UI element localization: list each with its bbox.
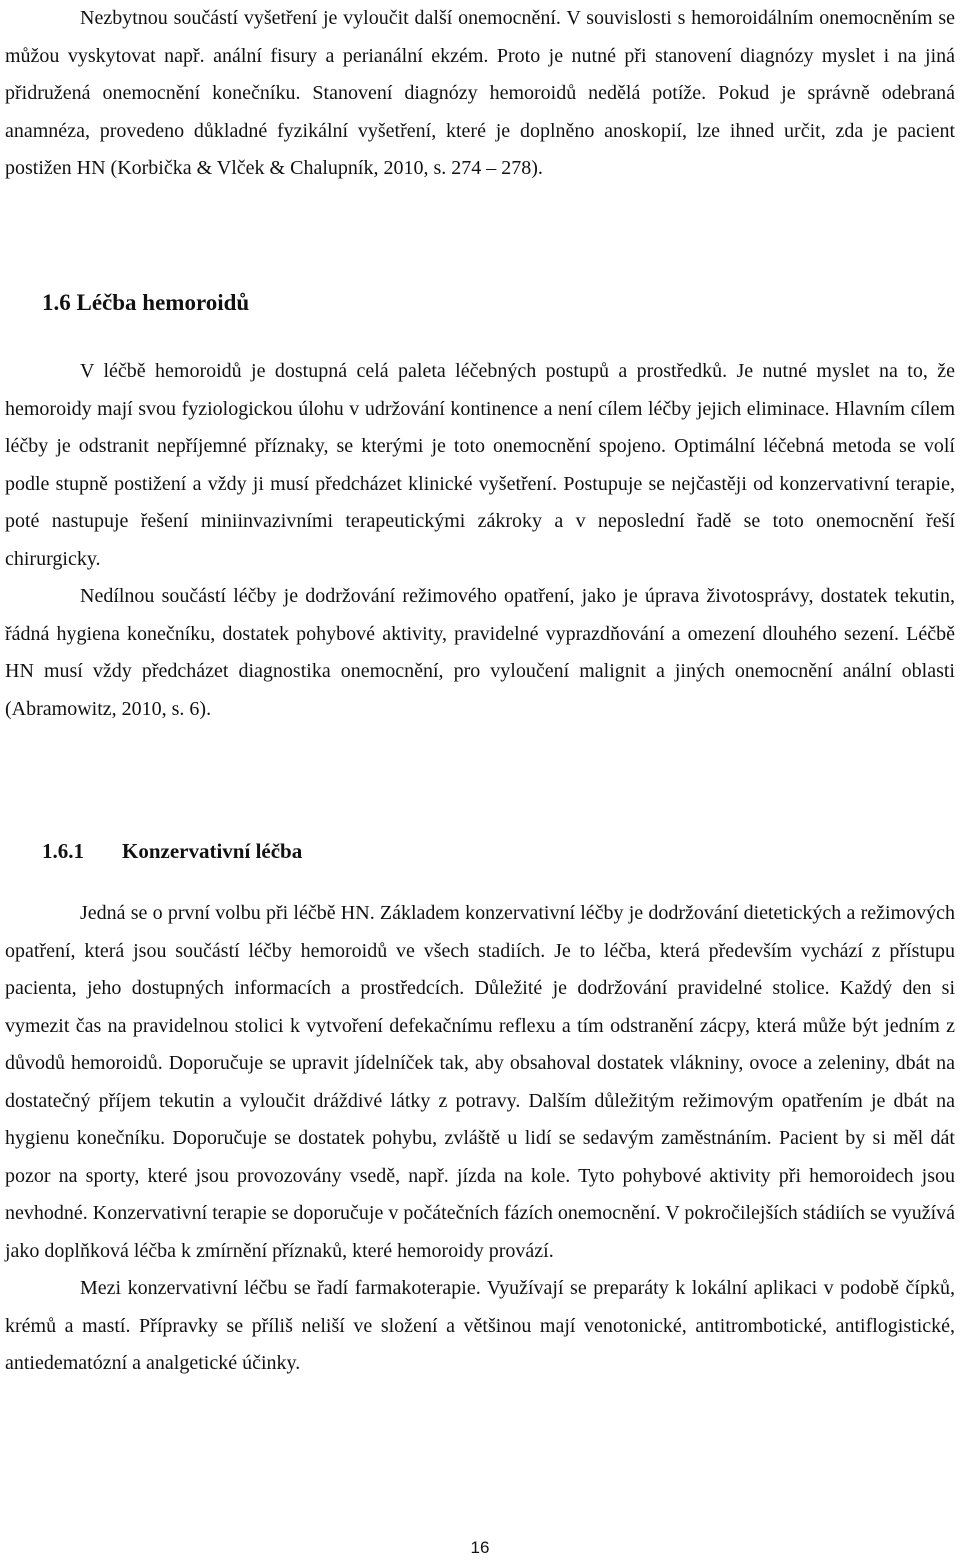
subsection-paragraph-2: Mezi konzervativní léčbu se řadí farmakoterapie. Využívají se preparáty k lokální aplikaci v podobě čípků, krémů a mastí. Přípravky se příliš neliší ve složení a většinou mají venotonické, antitrombotické, antiflogistické, antiedematózní a analgetické účinky. xyxy=(5,1277,955,1374)
subsection-body xyxy=(5,895,955,1383)
subsection-number: 1.6.1 xyxy=(42,839,84,863)
subsection-heading xyxy=(42,836,302,866)
intro-block xyxy=(5,0,955,188)
intro-paragraph: Nezbytnou součástí vyšetření je vyloučit další onemocnění. V souvislosti s hemoroidálním onemocněním se můžou vyskytovat např. anální fisury a perianální ekzém. Proto je nutné při stanovení diagnózy myslet i na jiná přidružená onemocnění konečníku. Stanovení diagnózy hemoroidů nedělá potíže. Pokud je správně odebraná anamnéza, provedeno důkladné fyzikální vyšetření, které je doplněno anoskopií, lze ihned určit, zda je pacient postižen HN (Korbička & Vlček & Chalupník, 2010, s. 274 – 278). xyxy=(5,7,955,179)
section-body xyxy=(5,353,955,728)
section-paragraph-2: Nedílnou součástí léčby je dodržování režimového opatření, jako je úprava životosprávy, dostatek tekutin, řádná hygiena konečníku, dostatek pohybové aktivity, pravidelné vyprazdňování a omezení dlouhého sezení. Léčbě HN musí vždy předcházet diagnostika onemocnění, pro vyloučení malignit a jiných onemocnění anální oblasti (Abramowitz, 2010, s. 6). xyxy=(5,585,955,720)
section-heading: 1.6 Léčba hemoroidů xyxy=(42,290,250,315)
subsection-title: Konzervativní léčba xyxy=(122,839,303,863)
subsection-paragraph-1: Jedná se o první volbu při léčbě HN. Základem konzervativní léčby je dodržování dietetických a režimových opatření, která jsou součástí léčby hemoroidů ve všech stadiích. Je to léčba, která především vychází z přístupu pacienta, jeho dostupných informacích a prostředcích. Důležité je dodržování pravidelné stolice. Každý den si vymezit čas na pravidelnou stolici k vytvoření defekačnímu reflexu a tím odstranění zácpy, která může být jedním z důvodů hemoroidů. Doporučuje se upravit jídelníček tak, aby obsahoval dostatek vlákniny, ovoce a zeleniny, dbát na dostatečný příjem tekutin a vyloučit dráždivé látky z potravy. Dalším důležitým režimovým opatřením je dbát na hygienu konečníku. Doporučuje se dostatek pohybu, zvláště u lidí se sedavým zaměstnáním. Pacient by si měl dát pozor na sporty, které jsou provozovány vsedě, např. jízda na kole. Tyto pohybové aktivity při hemoroidech jsou nevhodné. Konzervativní terapie se doporučuje v počátečních fázích onemocnění. V pokročilejších stádiích se využívá jako doplňková léčba k zmírnění příznaků, které hemoroidy provází. xyxy=(5,902,955,1262)
page-number: 16 xyxy=(470,1538,490,1557)
section-paragraph-1: V léčbě hemoroidů je dostupná celá paleta léčebných postupů a prostředků. Je nutné myslet na to, že hemoroidy mají svou fyziologickou úlohu v udržování kontinence a není cílem léčby jejich eliminace. Hlavním cílem léčby je odstranit nepříjemné příznaky, se kterými je toto onemocnění spojeno. Optimální léčebná metoda se volí podle stupně postižení a vždy ji musí předcházet klinické vyšetření. Postupuje se nejčastěji od konzervativní terapie, poté nastupuje řešení miniinvazivními terapeutickými zákroky a v neposlední řadě se toto onemocnění řeší chirurgicky. xyxy=(5,360,955,570)
